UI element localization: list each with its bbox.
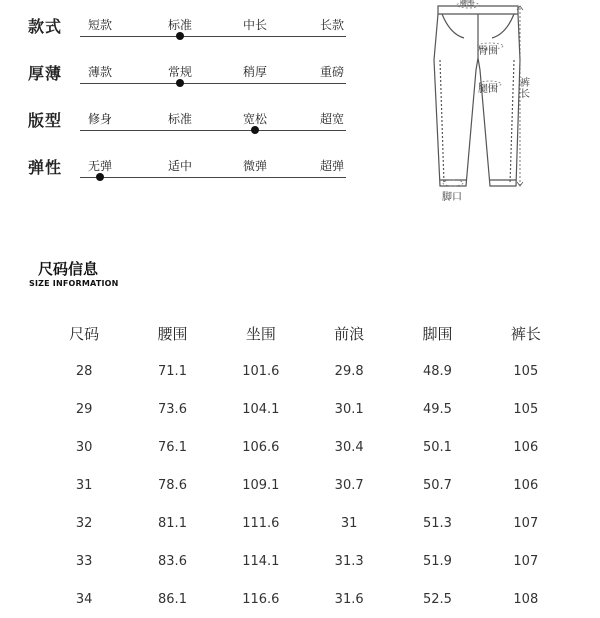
size-table-cell: 30 xyxy=(75,439,93,455)
size-table-header-cell: 坐围 xyxy=(245,324,276,343)
attribute-option: 中长 xyxy=(243,18,268,32)
attribute-row xyxy=(0,14,360,60)
size-table-cell: 29 xyxy=(75,401,93,417)
size-table-cell: 31.3 xyxy=(334,553,364,569)
attribute-row xyxy=(0,155,360,201)
attribute-selected-dot xyxy=(251,126,259,134)
size-table-row xyxy=(40,390,570,428)
size-table-cell: 116.6 xyxy=(242,591,280,607)
size-table-cell: 106 xyxy=(513,439,539,455)
attribute-option: 无弹 xyxy=(88,159,113,173)
size-table-cell: 34 xyxy=(75,591,93,607)
size-info-title: 尺码信息 xyxy=(38,260,99,278)
size-table-header-cell: 尺码 xyxy=(69,324,100,343)
size-table-cell: 71.1 xyxy=(158,363,187,379)
attribute-option: 修身 xyxy=(88,112,113,126)
size-table-cell: 50.1 xyxy=(423,439,452,455)
size-table-cell: 76.1 xyxy=(158,439,187,455)
attribute-option: 重磅 xyxy=(320,65,345,79)
attribute-option: 超宽 xyxy=(320,112,345,126)
waist-label: 腰围 xyxy=(460,0,474,7)
size-table-cell: 50.7 xyxy=(423,477,452,493)
size-table-cell: 114.1 xyxy=(242,553,280,569)
size-table-cell: 49.5 xyxy=(423,401,452,417)
size-table-row xyxy=(40,542,570,580)
hem-label: 脚口 xyxy=(442,192,462,203)
attribute-scale-line xyxy=(80,130,346,131)
attribute-option: 标准 xyxy=(168,112,193,126)
attribute-selected-dot xyxy=(176,32,184,40)
size-table-cell: 30.1 xyxy=(334,401,364,417)
attribute-label: 款式 xyxy=(28,17,63,36)
thigh-label: 腿围 xyxy=(478,84,498,95)
size-table-row xyxy=(40,466,570,504)
size-table-cell: 105 xyxy=(513,401,539,417)
attribute-option: 微弹 xyxy=(243,159,268,173)
attribute-label: 弹性 xyxy=(28,158,63,177)
size-table-cell: 32 xyxy=(75,515,93,531)
attribute-label: 厚薄 xyxy=(28,64,63,83)
attribute-selected-dot xyxy=(176,79,184,87)
size-table xyxy=(40,314,570,618)
size-table-cell: 106.6 xyxy=(242,439,280,455)
size-info-subtitle: SIZE INFORMATION xyxy=(29,279,119,288)
attribute-row xyxy=(0,61,360,107)
size-table-row xyxy=(40,352,570,390)
size-table-cell: 83.6 xyxy=(158,553,187,569)
size-table-cell: 107 xyxy=(513,553,539,569)
attribute-option: 标准 xyxy=(168,18,193,32)
size-table-cell: 51.3 xyxy=(423,515,452,531)
size-table-cell: 31.6 xyxy=(334,591,364,607)
size-table-cell: 111.6 xyxy=(242,515,280,531)
size-table-header-cell: 脚围 xyxy=(422,324,453,343)
size-table-cell: 30.7 xyxy=(334,477,364,493)
size-table-row xyxy=(40,504,570,542)
size-table-row xyxy=(40,428,570,466)
size-table-cell: 31 xyxy=(75,477,93,493)
size-table-cell: 51.9 xyxy=(423,553,452,569)
hip-label: 臀围 xyxy=(478,46,498,57)
size-table-cell: 101.6 xyxy=(242,363,280,379)
size-table-cell: 48.9 xyxy=(423,363,452,379)
size-table-header-cell: 裤长 xyxy=(510,324,541,343)
size-table-row xyxy=(40,580,570,618)
size-table-header-cell: 腰围 xyxy=(157,324,188,343)
attribute-row xyxy=(0,108,360,154)
size-table-cell: 104.1 xyxy=(242,401,280,417)
size-table-header-cell: 前浪 xyxy=(334,324,365,343)
size-table-cell: 86.1 xyxy=(158,591,187,607)
size-table-cell: 31 xyxy=(340,515,358,531)
size-table-cell: 52.5 xyxy=(423,591,452,607)
attribute-option: 稍厚 xyxy=(243,65,268,79)
size-table-cell: 105 xyxy=(513,363,539,379)
attribute-scale-line xyxy=(80,83,346,84)
attribute-scale-line xyxy=(80,36,346,37)
size-table-cell: 107 xyxy=(513,515,539,531)
size-table-header xyxy=(40,314,570,352)
attribute-option: 常规 xyxy=(168,65,193,79)
size-table-cell: 29.8 xyxy=(334,363,364,379)
attribute-scale-line xyxy=(80,177,346,178)
size-table-cell: 81.1 xyxy=(158,515,187,531)
size-table-cell: 106 xyxy=(513,477,539,493)
pants-outline-icon xyxy=(420,0,540,200)
size-table-cell: 73.6 xyxy=(158,401,187,417)
attribute-option: 超弹 xyxy=(320,159,345,173)
length-label: 裤长 xyxy=(520,78,530,100)
attribute-option: 薄款 xyxy=(88,65,113,79)
size-table-cell: 30.4 xyxy=(334,439,364,455)
pants-diagram xyxy=(420,0,540,203)
attribute-label: 版型 xyxy=(28,111,63,130)
size-table-cell: 28 xyxy=(75,363,93,379)
attribute-option: 短款 xyxy=(88,18,113,32)
attribute-option: 适中 xyxy=(168,159,193,173)
size-table-cell: 33 xyxy=(75,553,93,569)
size-table-cell: 108 xyxy=(513,591,539,607)
attribute-selected-dot xyxy=(96,173,104,181)
attribute-option: 宽松 xyxy=(243,112,268,126)
size-table-cell: 78.6 xyxy=(158,477,187,493)
attribute-option: 长款 xyxy=(320,18,345,32)
size-table-cell: 109.1 xyxy=(242,477,280,493)
